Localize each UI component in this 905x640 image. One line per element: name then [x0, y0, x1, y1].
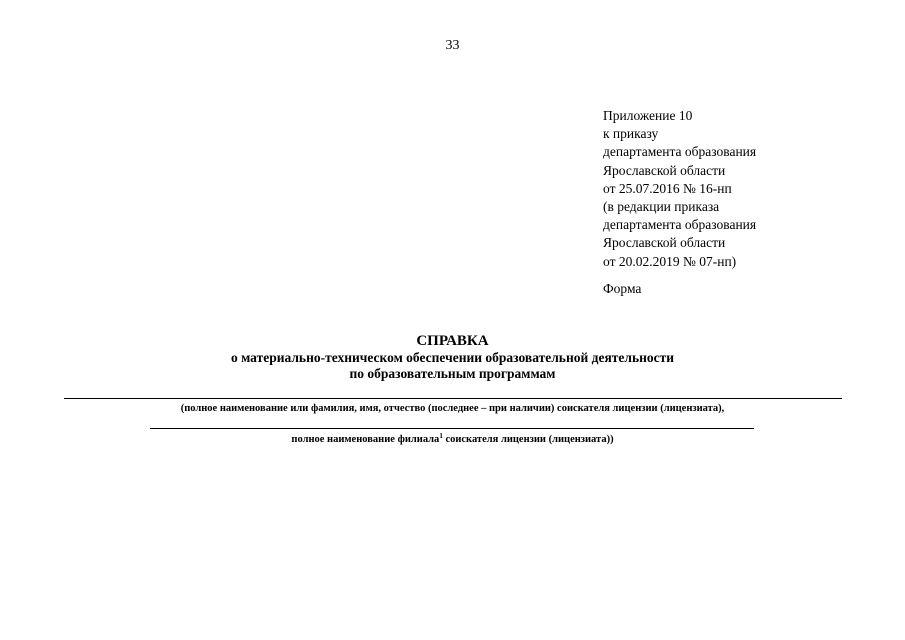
- document-title: [0, 332, 905, 382]
- caption-applicant: (полное наименование или фамилия, имя, отчество (последнее – при наличии) соискателя лицензии (лицензиата),: [180, 403, 725, 414]
- appendix-line: (в редакции приказа: [603, 199, 720, 215]
- caption-branch-text-rest: соискателя лицензии (лицензиата)): [442, 434, 614, 445]
- caption-branch: [0, 434, 905, 445]
- appendix-line: Приложение 10: [603, 108, 693, 123]
- appendix-line: департамента образования: [603, 217, 757, 233]
- title-main: СПРАВКА: [416, 333, 489, 349]
- footnote-marker: 1: [439, 432, 443, 440]
- form-label: Форма: [603, 281, 642, 296]
- fill-in-line-applicant: [64, 398, 842, 399]
- appendix-block: [603, 107, 756, 271]
- appendix-line: к приказу: [603, 126, 659, 142]
- appendix-line: Ярославской области: [603, 162, 726, 178]
- title-subtitle-2: по образовательным программам: [349, 366, 556, 381]
- fill-in-line-branch: [150, 428, 754, 429]
- page-number: 33: [445, 38, 460, 53]
- appendix-line: департамента образования: [603, 144, 757, 160]
- appendix-line: от 20.02.2019 № 07-нп): [603, 253, 737, 269]
- appendix-line: от 25.07.2016 № 16-нп: [603, 180, 732, 196]
- title-subtitle: о материально-техническом обеспечении образовательной деятельности: [230, 350, 675, 365]
- appendix-line: Ярославской области: [603, 235, 726, 251]
- caption-branch-text: полное наименование филиала: [291, 434, 440, 445]
